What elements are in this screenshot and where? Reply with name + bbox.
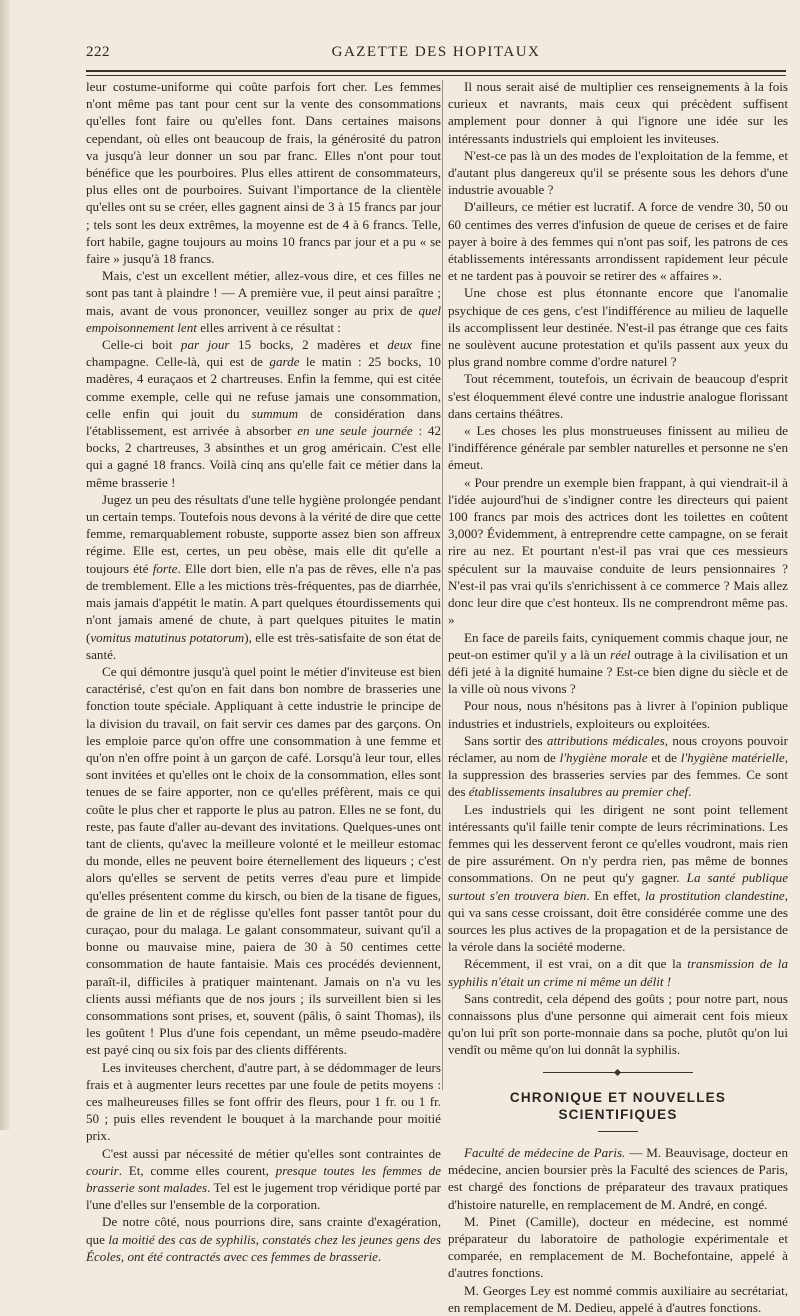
header-rule-thin bbox=[86, 75, 786, 76]
paragraph: Sans sortir des attributions médicales, nous croyons pouvoir réclamer, au nom de l'hygiène morale et de l'hygiène matérielle, la suppression des brasseries servies par des femmes. Ce sont des établissements insalubres au premier chef. bbox=[448, 732, 788, 800]
diamond-ornament-icon bbox=[614, 1069, 621, 1076]
column-divider bbox=[442, 80, 443, 1090]
left-column bbox=[86, 78, 441, 1265]
paragraph: « Les choses les plus monstrueuses finissent au milieu de l'indifférence générale par sembler naturelles et personne ne s'en émeut. bbox=[448, 423, 788, 473]
page-header bbox=[86, 44, 786, 66]
paragraph: Les industriels qui les dirigent ne sont point tellement intéressants qu'il faille tenir compte de leurs récriminations. Les femmes qui les desservent feront ce qu'elles voudront, mais rien de pire assurément. On n'y perdra rien, pas même de bonnes consommations. On ne peut qu'y gagner. La santé publique surtout s'en trouvera bien. En effet, la prostitution clandestine, qui va sans cesse croissant, doit être considérée comme une des sources les plus actives de la propagation et de la persistance de la vérole dans la société moderne. bbox=[448, 801, 789, 955]
section-divider bbox=[448, 1059, 788, 1087]
right-column bbox=[448, 78, 788, 1316]
paragraph: Les inviteuses cherchent, d'autre part, à se dédommager de leurs frais et à augmenter leurs recettes par une foule de petits moyens : ces malheureuses filles se font offrir des fleurs, pour 1 fr. ou 1 fr. 50 ; puis elles revendent le bouquet à la marchande pour moitié prix. bbox=[86, 1059, 441, 1144]
paragraph: De notre côté, nous pourrions dire, sans crainte d'exagération, que la moitié des cas de syphilis, constatés chez les jeunes gens des Écoles, ont été contractés avec ces femmes de brasserie. bbox=[86, 1214, 441, 1264]
paragraph: Une chose est plus étonnante encore que l'anomalie psychique de ces gens, c'est l'indifférence au milieu de laquelle ils accomplissent leur destinée. N'est-il pas étrange que ces faits ne soulèvent aucune protestation et qu'ils passent aux yeux du plus grand nombre comme d'ordre naturel ? bbox=[448, 285, 788, 370]
paragraph: Pour nous, nous n'hésitons pas à livrer à l'opinion publique industries et industriels, exploiteurs ou exploitées. bbox=[448, 698, 788, 731]
paragraph: En face de pareils faits, cyniquement commis chaque jour, ne peut-on estimer qu'il y a là un réel outrage à la civilisation et un défi jeté à la dignité humaine ? Est-ce bien digne du siècle et de la ville où nous vivons ? bbox=[448, 629, 788, 697]
paragraph: Sans contredit, cela dépend des goûts ; pour notre part, nous connaissons plus d'une personne qui aimerait cent fois mieux qu'on lui prît son porte-monnaie dans sa poche, plutôt qu'on lui vendît ou même qu'on lui donnât la syphilis. bbox=[448, 990, 788, 1058]
paragraph: Il nous serait aisé de multiplier ces renseignements à la fois curieux et navrants, mais ceux qui précèdent suffisent amplement pour donner à qui l'ignore une idée sur les intéressants industriels qui emploient les inviteuses. bbox=[448, 79, 788, 146]
paragraph: Jugez un peu des résultats d'une telle hygiène prolongée pendant un certain temps. Toutefois nous devons à la vérité de dire que cette femme, remarquablement robuste, supporte assez bien son affreux régime. Elle est, certes, un peu obèse, mais elle dit qu'elle a toujours été forte. Elle dort bien, elle n'a pas de rêves, elle n'a pas de tremblement. Elle a les mictions très-fréquentes, pas de diarrhée, mais jamais d'appétit le matin. A part quelques étourdissements qui n'ont jamais amené de chute, à part quelques pituites le matin (vomitus matutinus potatorum), elle est très-satisfaite de son état de santé. bbox=[86, 491, 441, 662]
paragraph: Mais, c'est un excellent métier, allez-vous dire, et ces filles ne sont pas tant à plaindre ! — A première vue, il peut ainsi paraître ; mais, avant de vous prononcer, veuillez songer au prix de quel empoisonnement lent elles arrivent à ce résultat : bbox=[86, 268, 441, 335]
news-item: M. Georges Ley est nommé commis auxiliaire au secrétariat, en remplacement de M. Dedieu, appelé à d'autres fonctions. bbox=[448, 1282, 788, 1315]
paragraph: Tout récemment, toutefois, un écrivain de beaucoup d'esprit s'est éloquemment élevé contre une industrie analogue florissant dans certains théâtres. bbox=[448, 371, 788, 421]
page-edge bbox=[0, 0, 10, 1130]
paragraph: D'ailleurs, ce métier est lucratif. A force de vendre 30, 50 ou 60 centimes des verres d'infusion de queue de cerises et de faire payer à boire à des femmes qui n'ont pas soif, les patrons de ces établissements intéressants arrondissent rapidement leur pécule et ne tardent pas à pouvoir se retirer des « affaires ». bbox=[448, 199, 788, 284]
page-number: 222 bbox=[86, 44, 110, 60]
paragraph: Ce qui démontre jusqu'à quel point le métier d'inviteuse est bien caractérisé, c'est qu'on en fait dans bon nombre de brasseries une fonction toute spéciale. Appliquant à cette industrie le principe de la division du travail, on fait servir ces dames par des garçons. On les emploie parce qu'on offre une consommation à une femme et qu'on n'en offre point à un garçon de café. Lorsqu'à leur tour, elles sont invitées et qu'elles ont le choix de la consommation, elles sont tenues de se faire apporter, non ce qu'elles préfèrent, mais ce qui coûte le plus cher et rapporte le plus au patron. Elles ne se font, du reste, pas faute d'aller au-devant des invitations. Quelques-unes ont tant de clients, qu'avec la meilleure volonté et le meilleur estomac du monde, elles ne peuvent boire éternellement des liqueurs ; c'est alors qu'elles se servent de petits verres d'eau pure et limpide qu'elles présentent comme du kirsch, ou bien de la tisane de figues, de graine de lin et de réglisse qu'elles font passer tantôt pour du curaçao, pour du malaga. Le galant consommateur, suivant qu'il a bonne ou mauvaise mine, paiera de 30 à 50 centimes cette consommation de haute fantaisie. Mais ces procédés deviennent, paraît-il, difficiles à pratiquer maintenant. Jamais on n'a vu les clients aussi méfiants que de nos jours ; ils surveillent bien si les consommations sont prises, et, souvent (pâlis, ô saint Thomas), ils les goûtent ! Plus d'une fois cependant, un même pseudo-madère est payé cinq ou six fois par des clients différents. bbox=[86, 663, 441, 1058]
paragraph: C'est aussi par nécessité de métier qu'elles sont contraintes de courir. Et, comme elles courent, presque toutes les femmes de brasserie sont malades. Tel est le jugement trop véridique porté par l'une d'elles sur l'ensemble de la corporation. bbox=[86, 1145, 442, 1213]
paragraph: N'est-ce pas là un des modes de l'exploitation de la femme, et d'autant plus dangereux qu'il se présente sous les dehors d'une industrie avouable ? bbox=[448, 147, 788, 198]
short-rule bbox=[598, 1131, 638, 1132]
paragraph: leur costume-uniforme qui coûte parfois fort cher. Les femmes n'ont même pas tant pour cent sur la vente des consommations qu'elles font faire ou qu'elles font. Dans certaines maisons cependant, où elles ont beaucoup de frais, la générosité du patron va jusqu'à leur donner un sou par franc. Elles n'ont pour tout bénéfice que les pourboires. Plus elles attirent de consommateurs, plus elles ont de pourboires. Suivant l'importance de la clientèle qu'elles ont su se créer, elles gagnent ainsi de 3 à 15 francs par jour ; tels sont les deux extrêmes, la moyenne est de 4 à 6 francs. Telle, fort habile, gagne toujours au moins 10 francs par jour et a pu « se faire » jusqu'à 18 francs. bbox=[86, 79, 441, 267]
paragraph: Celle-ci boit par jour 15 bocks, 2 madères et deux fine champagne. Celle-là, qui est de garde le matin : 25 bocks, 10 madères, 4 euraçaos et 2 chartreuses. Enfin la femme, qui est citée comme exemple, celle qui ne refuse jamais une consommation, celle enfin qui jouit du summum de considération dans l'établissement, est arrivée à absorber en une seule journée : 42 bocks, 2 chartreuses, 3 absinthes et un grog américain. C'est elle qui a gagné 18 francs. Voilà cinq ans qu'elle fait ce métier dans la même brasserie ! bbox=[86, 337, 441, 490]
journal-title: GAZETTE DES HOPITAUX bbox=[331, 44, 541, 60]
news-item: Faculté de médecine de Paris. — M. Beauvisage, docteur en médecine, ancien boursier près la Faculté des sciences de Paris, est chargé des fonctions de préparateur des travaux pratiques d'histoire naturelle, en remplacement de M. André, en congé. bbox=[448, 1144, 788, 1212]
header-rule-thick bbox=[86, 70, 786, 72]
paragraph: « Pour prendre un exemple bien frappant, à qui viendrait-il à l'idée aujourd'hui de s'indigner contre les directeurs qui paient 100 francs par mois des actrices dont les toilettes en coûtent 3,000? Évidemment, à entreprendre cette campagne, on se ferait rire au nez. Et pourtant n'est-il pas vrai que ces messieurs spéculent sur la mauvaise conduite de leurs pensionnaires ? N'est-il pas vrai qu'ils s'enrichissent à ce commerce ? Mais allez donc leur dire que c'est honteux. Ils ne comprendront même pas. » bbox=[448, 474, 788, 628]
news-item: M. Pinet (Camille), docteur en médecine, est nommé préparateur du laboratoire de pathologie expérimentale et comparée, en remplacement de M. Bochefontaine, appelé à d'autres fonctions. bbox=[448, 1213, 788, 1281]
paragraph: Récemment, il est vrai, on a dit que la transmission de la syphilis n'était un crime ni même un délit ! bbox=[448, 956, 788, 989]
section-heading: CHRONIQUE ET NOUVELLES SCIENTIFIQUES bbox=[509, 1089, 727, 1122]
